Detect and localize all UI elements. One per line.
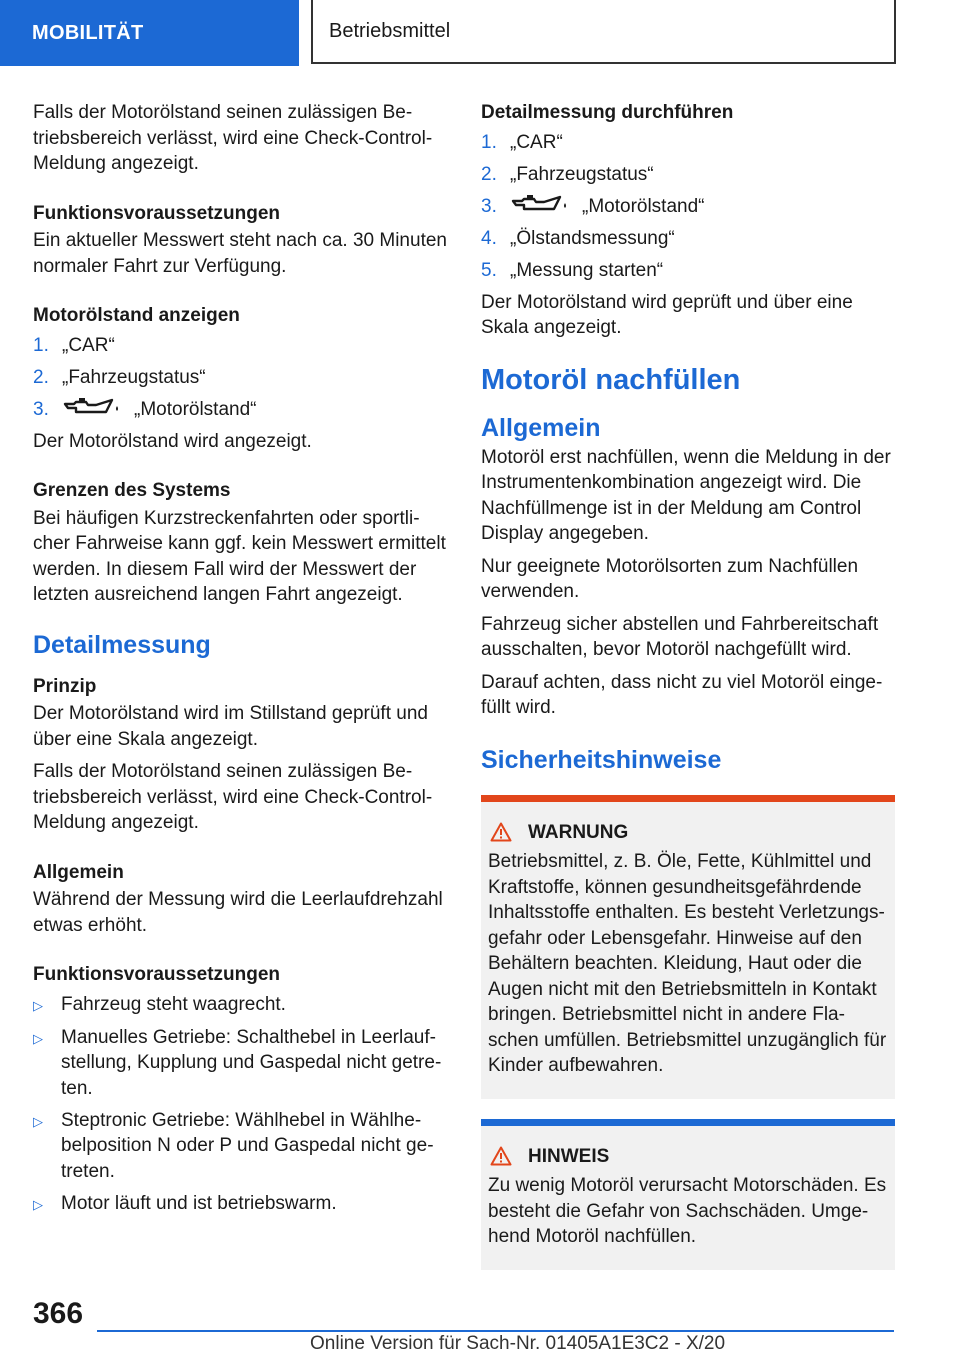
step-number: 5. <box>481 259 497 281</box>
paragraph: Fahrzeug sicher abstellen und Fahrbereitschaft ausschalten, bevor Motoröl nachgefüllt wird. <box>481 613 879 660</box>
bullet-triangle-icon: ▷ <box>33 1030 43 1046</box>
subheading: Detailmessung durchführen <box>481 102 734 123</box>
step-number: 3. <box>481 195 497 217</box>
step-number: 2. <box>33 366 49 388</box>
step-text: „Motorölstand“ <box>582 195 705 217</box>
step-item <box>481 162 895 188</box>
note-box <box>481 1119 895 1270</box>
warning-label: WARNUNG <box>528 821 629 843</box>
oil-can-icon <box>510 194 572 216</box>
steps-list <box>33 333 447 423</box>
subheading: Allgemein <box>33 861 124 883</box>
paragraph: Darauf achten, dass nicht zu viel Motoröl eingefüllt wird. <box>481 671 883 718</box>
step-text: „Ölstandsmessung“ <box>510 227 675 249</box>
paragraph: Der Motorölstand wird angezeigt. <box>33 430 312 452</box>
paragraph: Falls der Motorölstand seinen zulässigen Betriebsbereich verlässt, wird eine Check-Control-Meldung angezeigt. <box>33 761 433 833</box>
step-item <box>481 194 895 220</box>
subheading: Funktionsvoraussetzungen <box>33 964 281 985</box>
section-heading: Sicherheitshinweise <box>481 745 722 774</box>
step-text: „Messung starten“ <box>510 259 664 281</box>
list-item-text: Motor läuft und ist betriebswarm. <box>61 1192 337 1214</box>
warning-triangle-icon <box>490 1146 512 1166</box>
step-text: „Fahrzeugstatus“ <box>62 366 206 388</box>
list-item-text: Steptronic Getriebe: Wählhebel in Wählhebelposition N oder P und Gaspedal nicht getreten. <box>61 1109 434 1182</box>
list-item-text: Fahrzeug steht waagrecht. <box>61 993 286 1015</box>
step-item <box>481 258 895 284</box>
note-text: Zu wenig Motoröl verursacht Motorschäden. Es besteht die Gefahr von Sachschäden. Umgehend Motoröl nachfüllen. <box>488 1175 887 1247</box>
right-column <box>481 100 895 1270</box>
paragraph: Der Motorölstand wird geprüft und über eine Skala angezeigt. <box>481 291 853 338</box>
paragraph: Der Motorölstand wird im Stillstand geprüft und über eine Skala angezeigt. <box>33 703 428 750</box>
steps-list <box>481 130 895 284</box>
step-number: 1. <box>33 334 49 356</box>
warning-triangle-icon <box>490 822 512 842</box>
step-item <box>33 365 447 391</box>
section-tab: MOBILITÄT <box>0 0 299 66</box>
subheading: Motorölstand anzeigen <box>33 305 240 326</box>
warning-box <box>481 795 895 1099</box>
paragraph: Bei häufigen Kurzstreckenfahrten oder sportlicher Fahrweise kann ggf. kein Messwert ermittelt werden. In diesem Fall wird der Messwert der letzten ausreichend langen Fahrt angezeigt. <box>33 507 446 605</box>
paragraph: Ein aktueller Messwert steht nach ca. 30 Minuten normaler Fahrt zur Verfügung. <box>33 230 447 277</box>
list-item-text: Manuelles Getriebe: Schalthebel in Leerlaufstellung, Kupplung und Gaspedal nicht getreten. <box>61 1026 442 1099</box>
paragraph: Falls der Motorölstand seinen zulässigen Betriebsbereich verlässt, wird eine Check-Control-Meldung angezeigt. <box>33 102 433 174</box>
chapter-title: Betriebsmittel <box>311 0 896 64</box>
left-column <box>33 100 447 1224</box>
warning-title <box>488 820 888 846</box>
step-text: „CAR“ <box>510 131 563 153</box>
step-number: 1. <box>481 131 497 153</box>
section-heading: Motoröl nachfüllen <box>481 363 741 396</box>
footer-divider <box>97 1330 894 1332</box>
note-label: HINWEIS <box>528 1145 610 1167</box>
list-item <box>33 1108 447 1185</box>
subheading: Funktionsvoraussetzungen <box>33 202 281 224</box>
step-text: „Motorölstand“ <box>134 398 257 420</box>
paragraph: Motoröl erst nachfüllen, wenn die Meldung in der Instrumentenkombination angezeigt wird. Die Nachfüllmenge ist in der Meldung am Control Display angegeben. <box>481 446 891 544</box>
step-number: 4. <box>481 227 497 249</box>
subheading: Prinzip <box>33 675 97 697</box>
step-text: „Fahrzeugstatus“ <box>510 163 654 185</box>
bullet-list <box>33 992 447 1218</box>
page-number: 366 <box>33 1297 84 1330</box>
oil-can-icon <box>62 397 124 419</box>
list-item <box>33 1025 447 1102</box>
section-heading: Detailmessung <box>33 630 211 659</box>
note-title <box>488 1144 888 1170</box>
step-number: 3. <box>33 398 49 420</box>
subsection-heading: Allgemein <box>481 413 601 442</box>
step-text: „CAR“ <box>62 334 115 356</box>
warning-text: Betriebsmittel, z. B. Öle, Fette, Kühlmittel und Kraftstoffe, können gesundheitsgefährdende Inhaltsstoffe enthalten. Es besteht Verletzungsgefahr oder Lebensgefahr. Hinweise auf den Behältern beachten. Kleidung, Haut oder die Augen nicht mit den Betriebsmitteln in Kontakt bringen. Betriebsmittel nicht in andere Flaschen umfüllen. Betriebsmittel unzugänglich für Kinder aufbewahren. <box>488 851 887 1076</box>
page-header <box>0 0 960 66</box>
step-number: 2. <box>481 163 497 185</box>
paragraph: Während der Messung wird die Leerlaufdrehzahl etwas erhöht. <box>33 889 443 936</box>
footer-text: Online Version für Sach-Nr. 01405A1E3C2 - X/20 <box>310 1333 726 1354</box>
bullet-triangle-icon: ▷ <box>33 997 43 1013</box>
paragraph: Nur geeignete Motorölsorten zum Nachfüllen verwenden. <box>481 555 859 602</box>
step-item <box>481 226 895 252</box>
list-item <box>33 992 447 1019</box>
step-item <box>481 130 895 156</box>
bullet-triangle-icon: ▷ <box>33 1196 43 1212</box>
step-item <box>33 397 447 423</box>
step-item <box>33 333 447 359</box>
list-item <box>33 1191 447 1218</box>
bullet-triangle-icon: ▷ <box>33 1113 43 1129</box>
subheading: Grenzen des Systems <box>33 480 231 501</box>
